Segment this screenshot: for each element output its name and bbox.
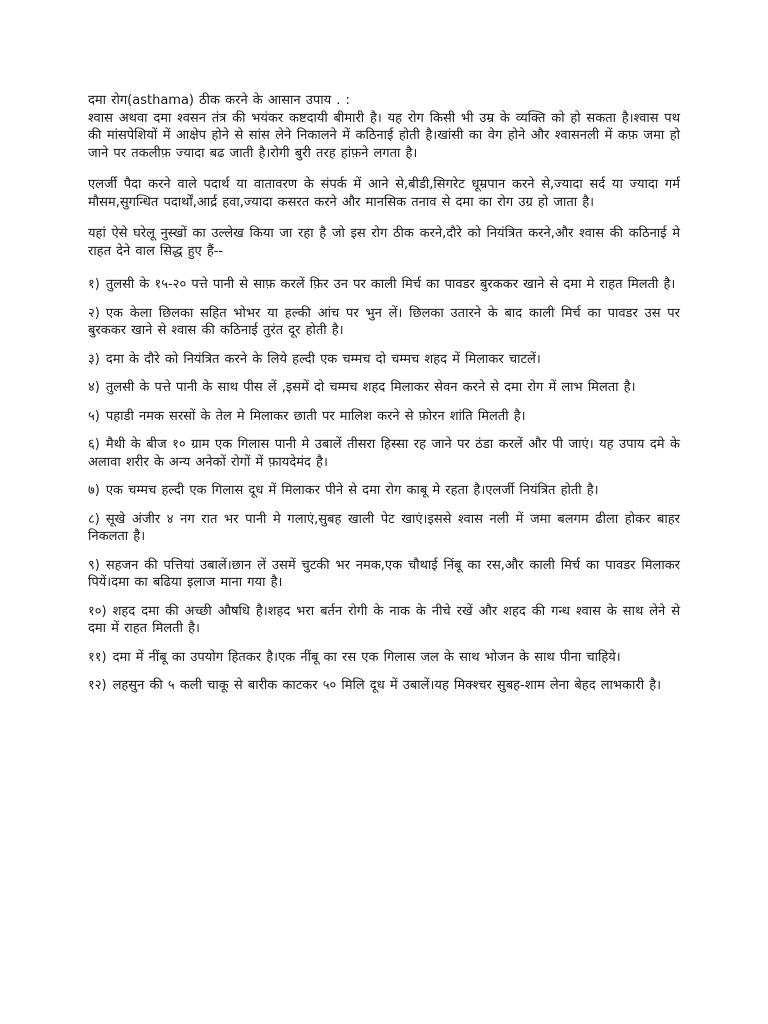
- remedy-text: दमा में नींबू का उपयोग हितकर है।एक नींबू का रस एक गिलास जल के साथ भोजन के साथ पीना चाहिये।: [112, 649, 621, 665]
- causes-paragraph: एलर्जी पैदा करने वाले पदार्थ या वातावरण के संपर्क में आने से,बीडी,सिगरेट धूम्रपान करने से,ज्यादा सर्द या ज्यादा गर्म मौसम,सुगन्धित पदार्थों,आर्द्र हवा,ज्यादा कसरत करने और मानसिक तनाव से दमा का रोग उग्र हो जाता है।: [88, 177, 680, 210]
- remedy-text: एक चम्मच हल्दी एक गिलास दूध में मिलाकर पीने से दमा रोग काबू मे रहता है।एलर्जी नियंत्रित होती है।: [105, 483, 599, 498]
- remedy-item: [88, 557, 680, 592]
- remedy-item: [88, 276, 680, 294]
- remedy-number: ३): [88, 351, 100, 367]
- remedy-number: १०): [88, 603, 107, 619]
- remedy-text: शहद दमा की अच्छी औषधि है।शहद भरा बर्तन रोगी के नाक के नीचे रखें और शहद की गन्ध श्वास के साथ लेने से दमा में राहत मिलती है।: [88, 603, 680, 636]
- remedy-item: [88, 351, 680, 369]
- remedy-item: [88, 603, 680, 638]
- remedy-text: सहजन की पत्तियां उबालें।छान लें उसमें चुटकी भर नमक,एक चौथाई निंबू का रस,और काली मिर्च का पावडर मिलाकर पियें।दमा का बढिया इलाज माना गया है।: [88, 557, 680, 590]
- document-title: दमा रोग(asthama) ठीक करने के आसान उपाय . :: [88, 93, 350, 108]
- remedy-number: ७): [88, 483, 100, 498]
- intro-paragraph: श्वास अथवा दमा श्वसन तंत्र की भयंकर कष्टदायी बीमारी है। यह रोग किसी भी उम्र के व्यक्ति को हो सकता है।श्वास पथ की मांसपेशियों में आक्षेप होने से सांस लेने निकालने में कठिनाई होती है।खांसी का वेग होने और श्वासनली में कफ़ जमा हो जाने पर तकलीफ़ ज्यादा बढ जाती है।रोगी बुरी तरह हांफ़ने लगता है।: [88, 110, 680, 161]
- remedy-number: ९): [88, 557, 100, 573]
- remedy-item: [88, 436, 680, 471]
- remedy-number: ६): [88, 437, 100, 452]
- remedy-item: [88, 305, 680, 340]
- remedy-item: [88, 677, 680, 695]
- remedy-text: एक केला छिलका सहित भोभर या हल्की आंच पर भुन लें। छिलका उतारने के बाद काली मिर्च का पावडर उस पर बुरककर खाने से श्वास की कठिनाई तुरंत दूर होती है।: [88, 305, 680, 338]
- remedy-text: मैथी के बीज १० ग्राम एक गिलास पानी मे उबालें तीसरा हिस्सा रह जाने पर ठंडा करलें और पी जाएं। यह उपाय दमे के अलावा शरीर के अन्य अनेकों रोगों में फ़ायदेमंद है।: [88, 437, 680, 470]
- remedy-item: [88, 408, 680, 426]
- remedy-text: दमा के दौरे को नियंत्रित करने के लिये हल्दी एक चम्मच दो चम्मच शहद में मिलाकर चाटलें।: [105, 351, 541, 367]
- remedy-item: [88, 482, 680, 500]
- remedy-text: तुलसी के पत्ते पानी के साथ पीस लें ,इसमें दो चम्मच शहद मिलाकर सेवन करने से दमा रोग में लाभ मिलता है।: [105, 380, 636, 395]
- remedy-number: २): [88, 305, 100, 321]
- remedy-text: पहाडी नमक सरसों के तेल मे मिलाकर छाती पर मालिश करने से फ़ोरन शांति मिलती है।: [105, 408, 526, 424]
- remedy-text: तुलसी के १५-२० पत्ते पानी से साफ़ करलें फ़िर उन पर काली मिर्च का पावडर बुरककर खाने से दमा मे राहत मिलती है।: [105, 277, 676, 292]
- remedies-list: [88, 276, 680, 695]
- remedy-number: ४): [88, 380, 100, 395]
- remedy-number: ८): [88, 511, 100, 527]
- remedy-item: [88, 511, 680, 546]
- remedy-item: [88, 379, 680, 397]
- remedy-number: १२): [88, 678, 107, 693]
- remedy-text: सूखे अंजीर ४ नग रात भर पानी मे गलाएं,सुबह खाली पेट खाएं।इससे श्वास नली में जमा बलगम ढीला होकर बाहर निकलता है।: [88, 511, 680, 544]
- remedies-intro-paragraph: यहां ऐसे घरेलू नुस्खों का उल्लेख किया जा रहा है जो इस रोग ठीक करने,दौरे को नियंत्रित करने,और श्वास की कठिनाई मे राहत देने वाल सिद्ध हुए हैं--: [88, 226, 680, 259]
- remedy-number: ११): [88, 649, 107, 665]
- remedy-number: १): [88, 277, 100, 292]
- remedy-item: [88, 649, 680, 667]
- remedy-number: ५): [88, 408, 100, 424]
- remedy-text: लहसुन की ५ कली चाकू से बारीक काटकर ५० मिलि दूध में उबालें।यह मिक्श्चर सुबह-शाम लेना बेहद लाभकारी है।: [112, 678, 662, 693]
- document-page: [88, 92, 680, 706]
